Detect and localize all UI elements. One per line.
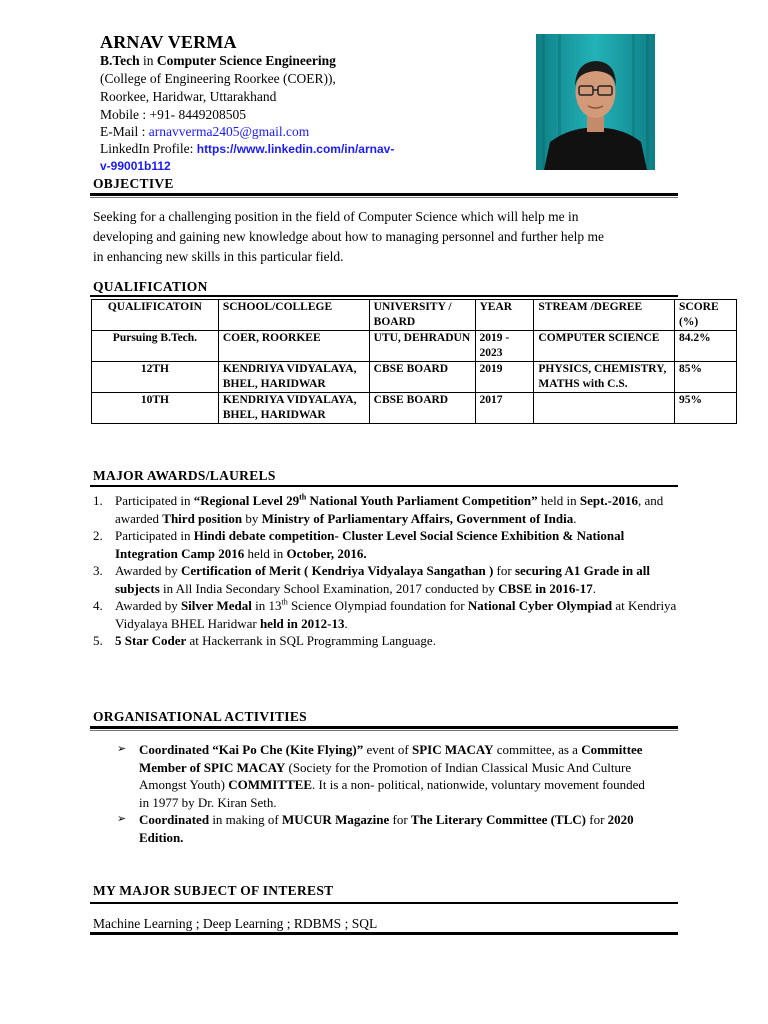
arrow-bullet-icon: ➢ xyxy=(117,813,127,825)
interest-title: MY MAJOR SUBJECT OF INTEREST xyxy=(93,883,334,898)
activities-list xyxy=(117,741,647,846)
address-line: Roorkee, Haridwar, Uttarakhand xyxy=(100,89,277,104)
interest-rule xyxy=(90,902,678,904)
header-cell: SCHOOL/COLLEGE xyxy=(218,300,369,331)
table-header-row xyxy=(92,300,737,331)
table-row xyxy=(92,331,737,362)
awards-list xyxy=(93,492,683,650)
table-cell: 2019 - 2023 xyxy=(475,331,534,362)
table-cell: KENDRIYA VIDYALAYA, BHEL, HARIDWAR xyxy=(218,393,369,424)
awards-title: MAJOR AWARDS/LAURELS xyxy=(93,468,276,483)
objective-text: Seeking for a challenging position in the field of Computer Science which will help me in developing and gaining new knowledge about how to managing personnel and further help me in enhancing new skills in this particular field. xyxy=(93,209,604,264)
header-cell: QUALIFICATOIN xyxy=(92,300,219,331)
list-item: ➢ Coordinated “Kai Po Che (Kite Flying)” event of SPIC MACAY committee, as a Committee Member of SPIC MACAY (Society for the Promotion of Indian Classical Music And Culture Amongst Youth) COMMITTEE. It is a non- political, nationwide, voluntary movement founded in 1977 by Dr. Kiran Seth. xyxy=(117,742,645,810)
table-cell: COMPUTER SCIENCE xyxy=(534,331,675,362)
interest-text: Machine Learning ; Deep Learning ; RDBMS ; SQL xyxy=(93,916,378,931)
qualification-table xyxy=(91,299,737,424)
table-cell: COER, ROORKEE xyxy=(218,331,369,362)
list-item: 3. Awarded by Certification of Merit ( Kendriya Vidyalaya Sangathan ) for securing A1 Grade in all subjects in All India Secondary School Examination, 2017 conducted by CBSE in 2016-17. xyxy=(93,563,651,596)
table-cell: 12TH xyxy=(92,362,219,393)
header-cell: STREAM /DEGREE xyxy=(534,300,675,331)
qualification-rule xyxy=(90,295,678,297)
table-cell: KENDRIYA VIDYALAYA, BHEL, HARIDWAR xyxy=(218,362,369,393)
header-cell: SCORE (%) xyxy=(675,300,737,331)
list-item: 2. Participated in Hindi debate competition- Cluster Level Social Science Exhibition & National Integration Camp 2016 held in October, 2016. xyxy=(93,528,625,561)
arrow-bullet-icon: ➢ xyxy=(117,743,127,755)
interest-rule-bottom xyxy=(90,932,678,935)
linkedin-link-part1[interactable]: https://www.linkedin.com/in/arnav- xyxy=(196,142,395,156)
header-cell: YEAR xyxy=(475,300,534,331)
linkedin-link-part2[interactable]: v-99001b112 xyxy=(100,159,171,173)
table-cell: 95% xyxy=(675,393,737,424)
list-item: 4. Awarded by Silver Medal in 13th Science Olympiad foundation for National Cyber Olympiad at Kendriya Vidyalaya BHEL Haridwar held in 2012-13. xyxy=(93,597,677,631)
awards-rule xyxy=(90,485,678,487)
linkedin-line-2 xyxy=(100,157,171,175)
objective-rule-thin xyxy=(90,197,678,198)
table-cell: 84.2% xyxy=(675,331,737,362)
table-cell: CBSE BOARD xyxy=(369,362,475,393)
table-cell: CBSE BOARD xyxy=(369,393,475,424)
mobile-line: Mobile : +91- 8449208505 xyxy=(100,107,246,122)
table-cell: 2017 xyxy=(475,393,534,424)
list-item: 1. Participated in “Regional Level 29th National Youth Parliament Competition” held in Sept.-2016, and awarded Third position by Ministry of Parliamentary Affairs, Government of India. xyxy=(93,492,664,526)
table-cell: 10TH xyxy=(92,393,219,424)
activities-title: ORGANISATIONAL ACTIVITIES xyxy=(93,709,307,724)
activities-rule-thin xyxy=(90,730,678,731)
degree-line: B.Tech in Computer Science Engineering xyxy=(100,53,336,68)
list-item: 5. 5 Star Coder at Hackerrank in SQL Programming Language. xyxy=(93,633,436,648)
activities-rule xyxy=(90,726,678,729)
objective-rule xyxy=(90,193,678,196)
linkedin-line: LinkedIn Profile: https://www.linkedin.com/in/arnav- xyxy=(100,141,395,156)
table-cell: 2019 xyxy=(475,362,534,393)
table-row xyxy=(92,393,737,424)
table-cell xyxy=(534,393,675,424)
email-line: E-Mail : arnavverma2405@gmail.com xyxy=(100,124,310,139)
table-cell: 85% xyxy=(675,362,737,393)
candidate-name: ARNAV VERMA xyxy=(100,32,237,52)
table-cell: PHYSICS, CHEMISTRY, MATHS with C.S. xyxy=(534,362,675,393)
objective-title: OBJECTIVE xyxy=(93,176,174,191)
table-cell: Pursuing B.Tech. xyxy=(92,331,219,362)
header-cell: UNIVERSITY / BOARD xyxy=(369,300,475,331)
college-line: (College of Engineering Roorkee (COER)), xyxy=(100,71,336,86)
email-link[interactable]: arnavverma2405@gmail.com xyxy=(148,124,310,139)
profile-photo-image xyxy=(536,34,655,170)
profile-photo xyxy=(536,34,655,170)
table-row xyxy=(92,362,737,393)
table-cell: UTU, DEHRADUN xyxy=(369,331,475,362)
list-item: ➢ Coordinated in making of MUCUR Magazine for The Literary Committee (TLC) for 2020 Edition. xyxy=(117,812,634,845)
qualification-title: QUALIFICATION xyxy=(93,279,208,294)
